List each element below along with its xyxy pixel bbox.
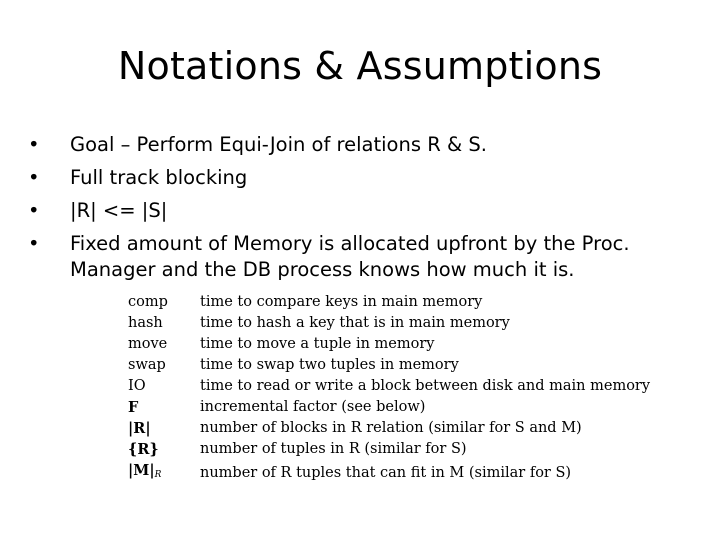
- bullet-marker: •: [28, 133, 40, 156]
- notation-row: [128, 355, 650, 376]
- notation-description: number of R tuples that can fit in M (similar for S): [200, 464, 572, 481]
- notation-symbol: IO: [128, 378, 146, 394]
- notation-row: [128, 292, 650, 313]
- notation-description: incremental factor (see below): [200, 399, 426, 415]
- bullet-text: Goal – Perform Equi-Join of relations R & S.: [70, 133, 487, 156]
- slide-title: Notations & Assumptions: [117, 44, 603, 88]
- bullet-marker: •: [28, 199, 40, 222]
- notation-symbol: move: [128, 336, 168, 352]
- notation-symbol: |R|: [128, 420, 151, 437]
- bullet-item: [26, 132, 696, 158]
- notation-row: [128, 334, 650, 355]
- notation-symbol-subscript: R: [154, 470, 162, 480]
- notation-symbol: {R}: [128, 441, 159, 458]
- notation-row: [128, 313, 650, 334]
- notation-table: [128, 292, 650, 486]
- bullet-list: [26, 132, 696, 290]
- notation-description: time to hash a key that is in main memory: [200, 315, 510, 331]
- bullet-text: |R| <= |S|: [70, 199, 168, 222]
- bullet-item: [26, 231, 696, 283]
- bullet-marker: •: [28, 166, 40, 189]
- notation-symbol: comp: [128, 294, 168, 310]
- notation-row: [128, 439, 650, 460]
- notation-description: time to swap two tuples in memory: [200, 357, 459, 373]
- notation-symbol: F: [128, 399, 139, 416]
- notation-symbol: swap: [128, 357, 166, 373]
- bullet-text: Fixed amount of Memory is allocated upfront by the Proc. Manager and the DB process knows how much it is.: [70, 232, 630, 281]
- notation-row: [128, 418, 650, 439]
- notation-row: [128, 376, 650, 397]
- notation-description: time to move a tuple in memory: [200, 336, 435, 352]
- notation-symbol: hash: [128, 315, 163, 331]
- notation-row: [128, 460, 650, 486]
- bullet-item: [26, 198, 696, 224]
- bullet-item: [26, 165, 696, 191]
- notation-description: time to compare keys in main memory: [200, 294, 483, 310]
- notation-symbol-cell: [128, 460, 200, 486]
- bullet-marker: •: [28, 232, 40, 255]
- notation-description: number of tuples in R (similar for S): [200, 441, 467, 457]
- notation-description: number of blocks in R relation (similar for S and M): [200, 420, 582, 436]
- bullet-text: Full track blocking: [70, 166, 248, 189]
- notation-row: [128, 397, 650, 418]
- notation-symbol: |M|: [128, 462, 155, 479]
- notation-description: time to read or write a block between disk and main memory: [200, 378, 651, 394]
